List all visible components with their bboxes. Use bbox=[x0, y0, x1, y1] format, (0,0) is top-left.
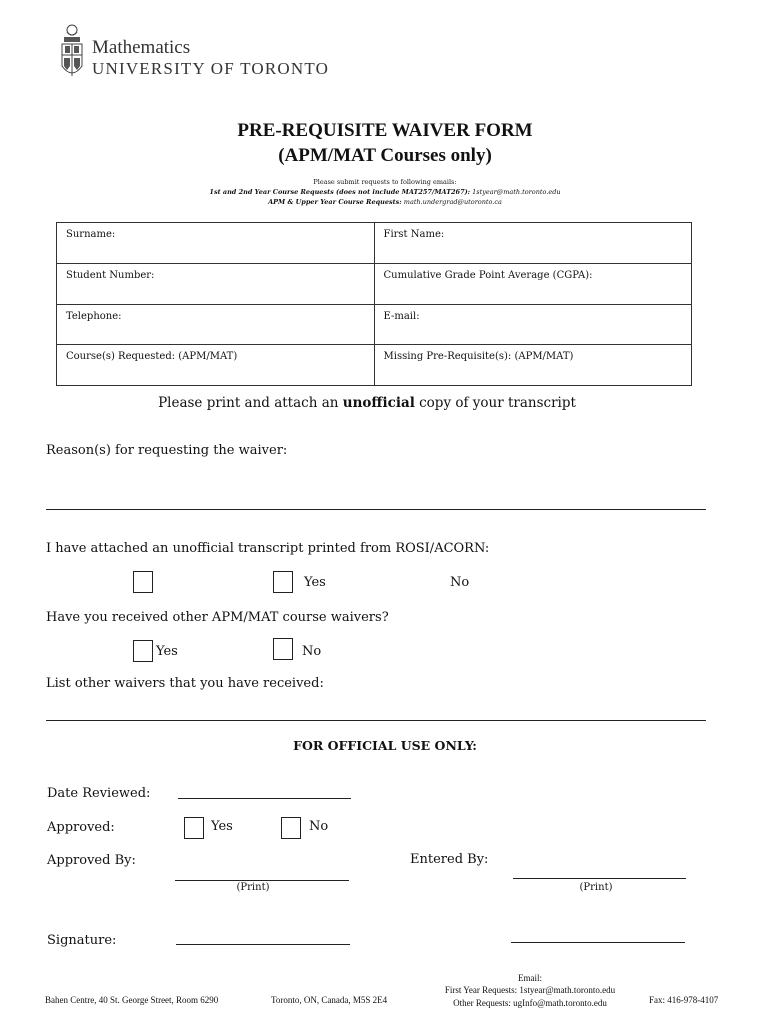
upper-year-email: math.undergrad@utoronto.ca bbox=[403, 198, 502, 206]
department-name: Mathematics bbox=[92, 37, 191, 58]
signature-line[interactable] bbox=[176, 944, 350, 945]
telephone-field[interactable]: Telephone: bbox=[57, 304, 375, 345]
missing-prereqs-field[interactable]: Missing Pre-Requisite(s): (APM/MAT) bbox=[374, 345, 692, 386]
footer-email-label: Email: bbox=[518, 973, 542, 983]
upper-year-label: APM & Upper Year Course Requests: bbox=[268, 198, 402, 206]
date-reviewed-line[interactable] bbox=[178, 798, 351, 799]
first-name-field[interactable]: First Name: bbox=[374, 223, 692, 264]
reasons-label: Reason(s) for requesting the waiver: bbox=[46, 443, 288, 458]
approved-yes-checkbox[interactable] bbox=[184, 817, 204, 839]
university-crest-logo bbox=[58, 22, 86, 84]
transcript-note-bold: unofficial bbox=[342, 395, 415, 411]
surname-field[interactable]: Surname: bbox=[57, 223, 375, 264]
transcript-yes-label: Yes bbox=[304, 575, 326, 590]
entered-by-print-label: (Print) bbox=[579, 882, 613, 893]
approved-yes-label: Yes bbox=[211, 819, 233, 834]
university-name: UNIVERSITY OF TORONTO bbox=[92, 59, 330, 78]
approved-no-label: No bbox=[309, 819, 329, 834]
list-waivers-line[interactable] bbox=[46, 720, 706, 721]
student-info-table bbox=[56, 222, 692, 386]
entered-by-line[interactable] bbox=[513, 878, 686, 879]
transcript-yes-checkbox[interactable] bbox=[133, 571, 153, 593]
entered-by-label: Entered By: bbox=[410, 852, 489, 867]
official-use-heading: FOR OFFICIAL USE ONLY: bbox=[293, 738, 477, 753]
footer-address: Bahen Centre, 40 St. George Street, Room 6290 bbox=[45, 995, 219, 1005]
transcript-note-after: copy of your transcript bbox=[414, 395, 576, 411]
form-subtitle: (APM/MAT Courses only) bbox=[278, 145, 492, 166]
footer-first-year-email: First Year Requests: 1styear@math.toronto.edu bbox=[444, 985, 616, 995]
other-waivers-question: Have you received other APM/MAT course waivers? bbox=[46, 610, 389, 625]
signature-line-right[interactable] bbox=[511, 942, 685, 943]
date-reviewed-label: Date Reviewed: bbox=[47, 786, 151, 801]
waivers-no-checkbox[interactable] bbox=[273, 638, 293, 660]
footer-fax: Fax: 416-978-4107 bbox=[649, 995, 719, 1005]
submit-note: Please submit requests to following emails: bbox=[313, 178, 457, 186]
attached-transcript-question: I have attached an unofficial transcript printed from ROSI/ACORN: bbox=[46, 541, 490, 556]
student-number-field[interactable]: Student Number: bbox=[57, 263, 375, 304]
transcript-no-label: No bbox=[450, 575, 470, 590]
transcript-no-checkbox[interactable] bbox=[273, 571, 293, 593]
first-second-year-label: 1st and 2nd Year Course Requests (does not include MAT257/MAT267): bbox=[209, 188, 471, 196]
approved-by-line[interactable] bbox=[175, 880, 349, 881]
transcript-note-before: Please print and attach an bbox=[158, 395, 343, 411]
first-second-year-contact bbox=[0, 188, 770, 196]
footer-city: Toronto, ON, Canada, M5S 2E4 bbox=[271, 995, 388, 1005]
waivers-yes-label: Yes bbox=[156, 644, 178, 659]
cgpa-field[interactable]: Cumulative Grade Point Average (CGPA): bbox=[374, 263, 692, 304]
footer-other-email: Other Requests: ugInfo@math.toronto.edu bbox=[453, 998, 607, 1008]
transcript-note bbox=[0, 395, 734, 411]
approved-by-label: Approved By: bbox=[47, 853, 136, 868]
first-second-year-email: 1styear@math.toronto.edu bbox=[472, 188, 561, 196]
approved-label: Approved: bbox=[47, 820, 115, 835]
waivers-no-label: No bbox=[302, 644, 322, 659]
reasons-line[interactable] bbox=[46, 509, 706, 510]
approved-no-checkbox[interactable] bbox=[281, 817, 301, 839]
upper-year-contact bbox=[0, 198, 770, 206]
approved-by-print-label: (Print) bbox=[236, 882, 270, 893]
form-title: PRE-REQUISITE WAIVER FORM bbox=[237, 120, 533, 141]
courses-requested-field[interactable]: Course(s) Requested: (APM/MAT) bbox=[57, 345, 375, 386]
email-field[interactable]: E-mail: bbox=[374, 304, 692, 345]
list-waivers-label: List other waivers that you have received: bbox=[46, 676, 324, 691]
signature-label: Signature: bbox=[47, 933, 117, 948]
waivers-yes-checkbox[interactable] bbox=[133, 640, 153, 662]
